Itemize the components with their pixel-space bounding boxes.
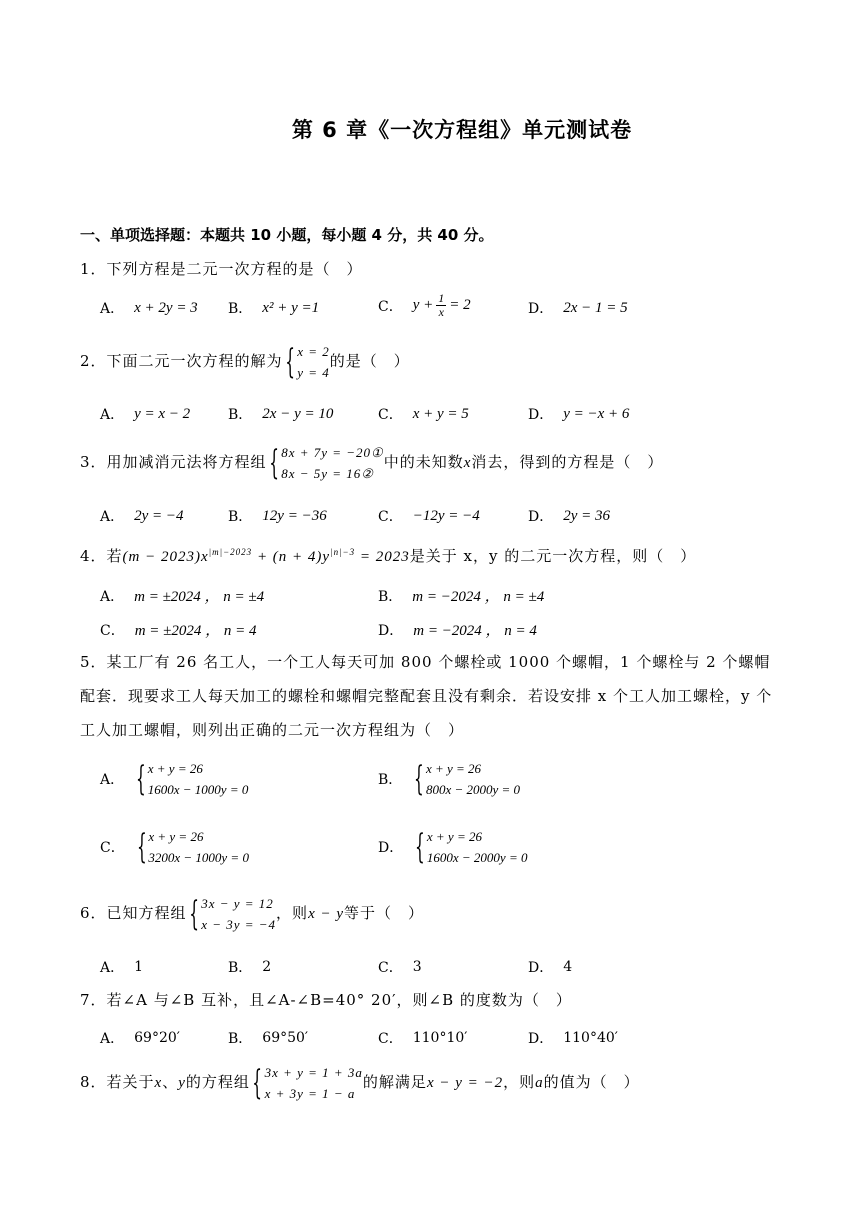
q1-option-b: B． x² + y =1	[228, 299, 320, 317]
q7-option-b: B． 69°50′	[228, 1030, 309, 1047]
question-2-stem: 2．下面二元一次方程的解为 { x = 2 y = 4 的是（ ）	[80, 342, 410, 382]
question-4-stem: 4．若$(m - 2023)x^{|m|-2023} + (n + 4)y^{|n|-3} = 2023$是关于 x，y 的二元一次方程，则（ ）	[80, 547, 697, 565]
q4-option-d: D． m = −2024 ， n = 4	[378, 622, 537, 639]
equation-system: { 8x + 7y = −20① 8x − 5y = 16②	[268, 443, 384, 483]
q4-option-a: A． m = ±2024 ， n = ±4	[100, 588, 265, 605]
q6-option-c: C． 3	[378, 959, 422, 976]
question-1-stem: 1．下列方程是二元一次方程的是（ ）	[80, 260, 363, 278]
q2-option-c: C． x + y = 5	[378, 405, 469, 423]
q5-option-b: B． { x + y = 26 800x − 2000y = 0	[378, 759, 521, 799]
q1-option-d: D． 2x − 1 = 5	[528, 299, 628, 317]
q1-option-a: A． x + 2y = 3	[100, 299, 198, 317]
question-3-stem: 3．用加减消元法将方程组 { 8x + 7y = −20① 8x − 5y = 16② 中的未知数x消去，得到的方程是（ ）	[80, 443, 664, 483]
q3-option-b: B． 12y = −36	[228, 507, 327, 525]
q7-option-d: D． 110°40′	[528, 1030, 618, 1047]
fraction: $\frac{1}{x}$	[438, 291, 445, 319]
q5-option-c: C． { x + y = 26 3200x − 1000y = 0	[100, 827, 249, 867]
question-5-stem: 5．某工厂有 26 名工人，一个工人每天可加 800 个螺栓或 1000 个螺帽，1 个螺栓与 2 个螺帽配套．现要求工人每天加工的螺栓和螺帽完整配套且没有剩余．若设安排 x 个工人加工螺栓，y 个工人加工螺帽，则列出正确的二元一次方程组为（ ）	[80, 653, 773, 739]
q7-option-c: C． 110°10′	[378, 1030, 468, 1047]
q3-option-d: D． 2y = 36	[528, 507, 611, 525]
q3-option-c: C． −12y = −4	[378, 507, 480, 525]
question-6-stem: 6．已知方程组 { 3x − y = 12 x − 3y = −4 ，则x − y等于（ ）	[80, 894, 425, 934]
q4-option-b: B． m = −2024 ， n = ±4	[378, 588, 545, 605]
equation-system: { x = 2 y = 4	[284, 342, 330, 382]
question-8-stem: 8．若关于x、y的方程组 { 3x + y = 1 + 3a x + 3y = 1 − a 的解满足x − y = −2，则a的值为（ ）	[80, 1063, 640, 1103]
q6-option-d: D． 4	[528, 959, 573, 976]
q3-option-a: A． 2y = −4	[100, 507, 184, 525]
page-title: 第 6 章《一次方程组》单元测试卷	[291, 118, 633, 142]
section-heading: 一、单项选择题：本题共 10 小题，每小题 4 分，共 40 分。	[80, 226, 494, 244]
equation-system: { 3x + y = 1 + 3a x + 3y = 1 − a	[252, 1063, 363, 1103]
q5-option-a: A． { x + y = 26 1600x − 1000y = 0	[100, 759, 249, 799]
q2-option-b: B． 2x − y = 10	[228, 405, 334, 423]
q5-option-d: D． { x + y = 26 1600x − 2000y = 0	[378, 827, 528, 867]
q1-option-c: C． y + $\frac{1}{x}$ = 2	[378, 291, 471, 319]
equation-system: { 3x − y = 12 x − 3y = −4	[188, 894, 277, 934]
question-7-stem: 7．若∠A 与∠B 互补，且∠A-∠B=40° 20′，则∠B 的度数为（ ）	[80, 991, 572, 1009]
q2-option-a: A． y = x − 2	[100, 405, 191, 423]
q4-option-c: C． m = ±2024 ， n = 4	[100, 622, 257, 639]
q2-option-d: D． y = −x + 6	[528, 405, 630, 423]
q6-option-a: A． 1	[100, 959, 144, 976]
q6-option-b: B． 2	[228, 959, 272, 976]
q7-option-a: A． 69°20′	[100, 1030, 180, 1047]
